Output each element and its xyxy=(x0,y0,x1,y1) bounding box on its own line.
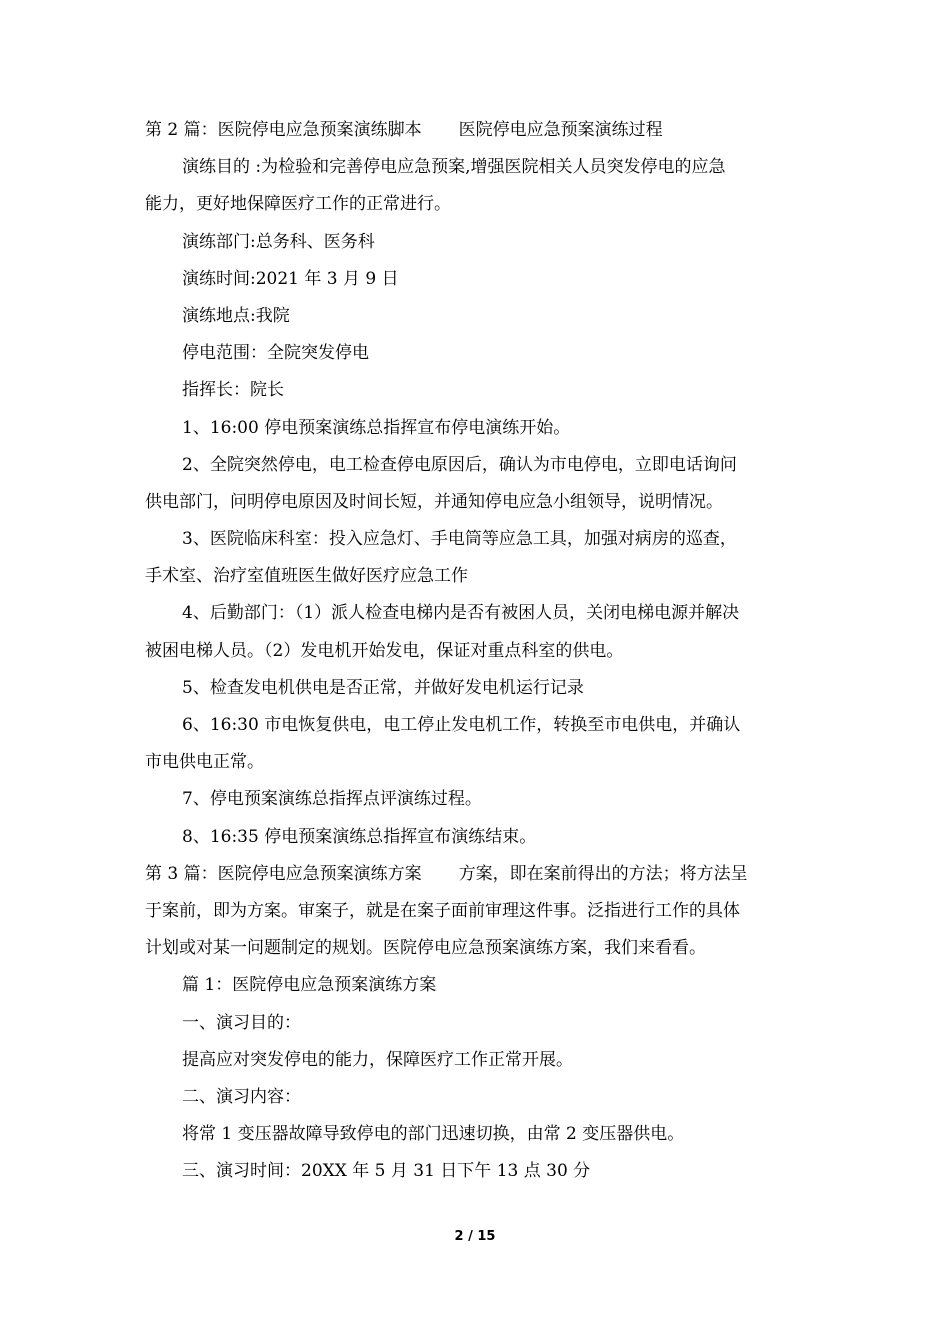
subheading: 篇 1：医院停电应急预案演练方案 xyxy=(182,975,437,996)
paragraph-line: 计划或对某一问题制定的规划。医院停电应急预案演练方案，我们来看看。 xyxy=(145,938,706,959)
heading-title: 第 2 篇：医院停电应急预案演练脚本 xyxy=(145,120,422,140)
heading-intro: 方案，即在案前得出的方法；将方法呈 xyxy=(458,863,748,884)
paragraph-line: 提高应对突发停电的能力，保障医疗工作正常开展。 xyxy=(182,1049,573,1070)
paragraph-line: 将常 1 变压器故障导致停电的部门迅速切换，由常 2 变压器供电。 xyxy=(182,1124,685,1145)
paragraph-line: 演练部门:总务科、医务科 xyxy=(182,231,375,252)
section-heading: 三、演习时间：20XX 年 5 月 31 日下午 13 点 30 分 xyxy=(182,1161,591,1182)
heading-part-3 xyxy=(145,856,810,893)
paragraph-line: 能力，更好地保障医疗工作的正常进行。 xyxy=(145,194,451,215)
paragraph-line: 停电范围：全院突发停电 xyxy=(182,343,369,364)
section-heading: 一、演习目的： xyxy=(182,1012,301,1033)
paragraph-line: 指挥长：院长 xyxy=(182,380,284,401)
paragraph-line: 于案前，即为方案。审案子，就是在案子面前审理这件事。泛指进行工作的具体 xyxy=(145,900,740,921)
list-item: 3、医院临床科室：投入应急灯、手电筒等应急工具，加强对病房的巡查， xyxy=(182,529,737,550)
document-body xyxy=(145,112,810,1190)
list-item: 4、后勤部门：（1）派人检查电梯内是否有被困人员，关闭电梯电源并解决 xyxy=(182,603,740,624)
section-heading: 二、演习内容： xyxy=(182,1086,301,1107)
list-item-continuation: 被困电梯人员。（2）发电机开始发电，保证对重点科室的供电。 xyxy=(145,640,624,661)
list-item-continuation: 手术室、治疗室值班医生做好医疗应急工作 xyxy=(145,566,468,587)
list-item-continuation: 供电部门，问明停电原因及时间长短，并通知停电应急小组领导，说明情况。 xyxy=(145,491,723,512)
paragraph-line: 演练目的 :为检验和完善停电应急预案,增强医院相关人员突发停电的应急 xyxy=(182,157,726,178)
heading-subtitle: 医院停电应急预案演练过程 xyxy=(458,120,663,140)
page-number: 2 / 15 xyxy=(454,1229,496,1244)
paragraph-line: 演练时间:2021 年 3 月 9 日 xyxy=(182,268,399,289)
list-item: 7、停电预案演练总指挥点评演练过程。 xyxy=(182,789,482,810)
list-item-continuation: 市电供电正常。 xyxy=(145,752,264,773)
list-item: 5、检查发电机供电是否正常，并做好发电机运行记录 xyxy=(182,677,584,698)
list-item: 2、全院突然停电，电工检查停电原因后，确认为市电停电，立即电话询问 xyxy=(182,454,737,475)
paragraph-line: 演练地点:我院 xyxy=(182,305,290,326)
list-item: 8、16:35 停电预案演练总指挥宣布演练结束。 xyxy=(182,826,537,847)
list-item: 1、16:00 停电预案演练总指挥宣布停电演练开始。 xyxy=(182,417,571,438)
heading-part-2 xyxy=(145,112,810,149)
heading-title: 第 3 篇：医院停电应急预案演练方案 xyxy=(145,863,422,884)
list-item: 6、16:30 市电恢复供电，电工停止发电机工作，转换至市电供电，并确认 xyxy=(182,715,741,735)
